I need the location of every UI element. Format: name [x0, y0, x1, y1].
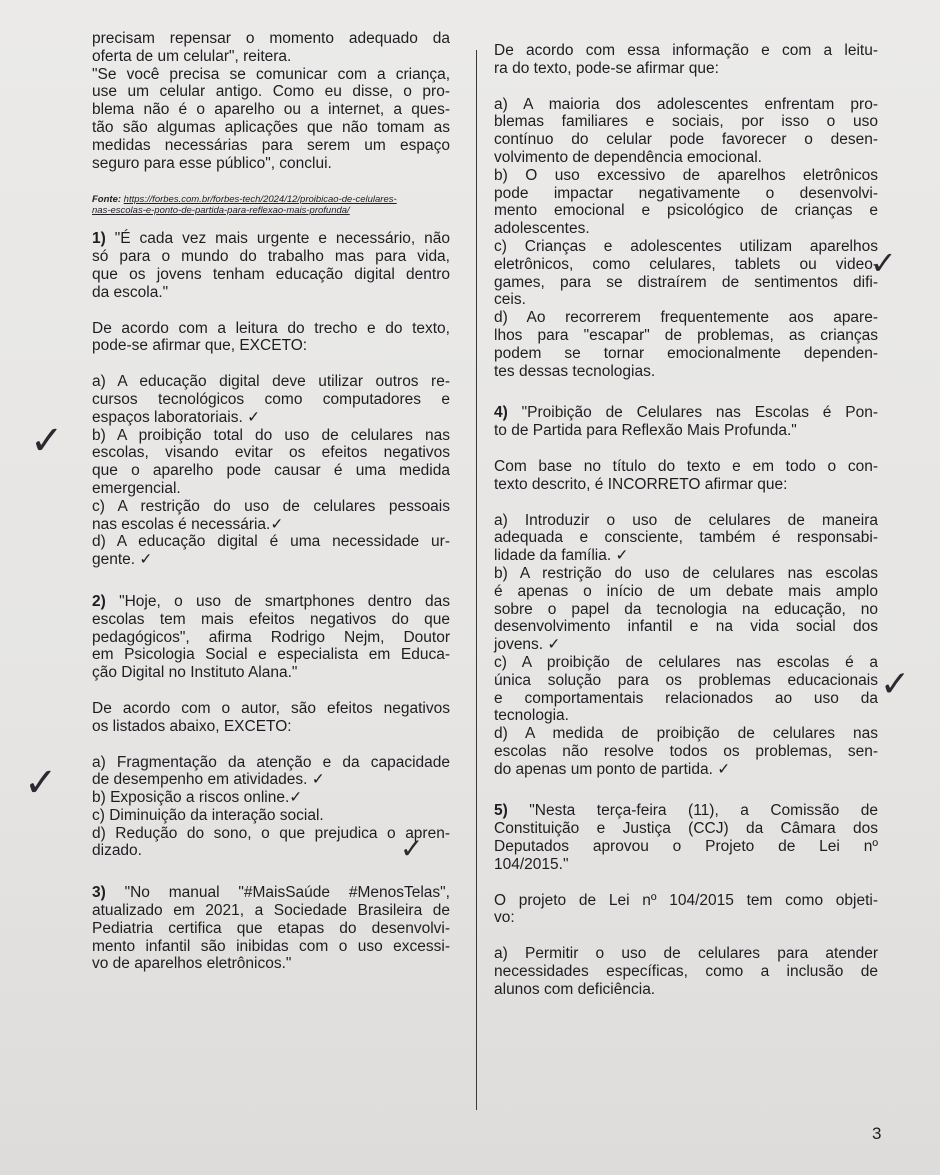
option-a[interactable] — [494, 512, 878, 565]
text-line: "Se você precisa se comunicar com a criança, — [92, 65, 450, 83]
option-text: d) A educação digital é uma necessidade ur- — [92, 533, 450, 551]
option-text: b) A restrição do uso de celulares nas escolas — [494, 564, 878, 582]
text-line: 104/2015." — [494, 855, 569, 873]
option-text: espaços laboratoriais. ✓ — [92, 408, 261, 426]
option-text: adequada e consciente, também é responsabi- — [494, 529, 878, 547]
text-line: pedagógicos", afirma Rodrigo Nejm, Doutor — [92, 628, 450, 646]
question-prompt: pode-se afirmar que, EXCETO: — [92, 337, 308, 355]
option-text: lidade da família. ✓ — [494, 547, 629, 565]
option-a[interactable] — [494, 945, 878, 998]
option-c[interactable] — [92, 498, 450, 534]
option-text: d) A medida de proibição de celulares nas — [494, 725, 878, 743]
option-text: alunos com deficiência. — [494, 980, 656, 998]
option-text: podem se tornar emocionalmente dependen- — [494, 344, 878, 362]
right-column — [494, 42, 878, 999]
column-divider — [476, 50, 477, 1110]
text-line: precisam repensar o momento adequado da — [92, 30, 450, 47]
question-text: "Nesta terça-feira (11), a Comissão de — [529, 802, 878, 820]
option-text: e comportamentais relacionados ao uso da — [494, 689, 878, 707]
question-4 — [494, 404, 878, 778]
option-text: eletrônicos, como celulares, tablets ou video- — [494, 255, 878, 273]
question-prompt: vo: — [494, 909, 515, 927]
option-d[interactable] — [494, 725, 878, 778]
question-prompt: ra do texto, pode-se afirmar que: — [494, 59, 719, 77]
option-b[interactable] — [494, 565, 878, 654]
question-2 — [92, 593, 450, 860]
option-text: lhos para "escapar" de problemas, as crianças — [494, 326, 878, 344]
option-text: escolas, visando evitar os efeitos negativos — [92, 444, 450, 462]
text-line: mento infantil são inibidas com o uso excessi- — [92, 937, 450, 955]
question-text: "Proibição de Celulares nas Escolas é Pon- — [521, 404, 878, 422]
source-label: Fonte: — [92, 194, 122, 206]
text-line: use um celular antigo. Como eu disse, o pro- — [92, 83, 450, 101]
option-text: única solução para os problemas educacionais — [494, 671, 878, 689]
text-line: da escola." — [92, 283, 169, 301]
option-text: cursos tecnológicos como computadores e — [92, 390, 450, 408]
option-text: a) Introduzir o uso de celulares de maneira — [494, 511, 878, 529]
option-text: a) Fragmentação da atenção e da capacidade — [92, 753, 450, 771]
option-text: ceis. — [494, 291, 526, 309]
option-text: sobre o papel da tecnologia na educação, no — [494, 600, 878, 618]
text-line: blema não é o aparelho ou a internet, a ques- — [92, 101, 450, 119]
question-number: 3) — [92, 884, 106, 902]
option-d[interactable] — [494, 309, 878, 380]
option-text: desenvolvimento infantil e na vida social dos — [494, 618, 878, 636]
text-line: escolas tem mais efeitos negativos do que — [92, 610, 450, 628]
text-line: em Psicologia Social e especialista em Educa- — [92, 646, 450, 664]
text-line: atualizado em 2021, a Sociedade Brasileira de — [92, 902, 450, 920]
question-text: "É cada vez mais urgente e necessário, não — [114, 230, 450, 248]
page-number: 3 — [872, 1124, 882, 1143]
question-number: 1) — [92, 230, 106, 248]
option-text: c) A proibição de celulares nas escolas é a — [494, 653, 878, 671]
option-text: de desempenho em atividades. ✓ — [92, 771, 325, 789]
option-text: a) Permitir o uso de celulares para atender — [494, 945, 878, 963]
question-3-continued — [494, 42, 878, 380]
option-a[interactable] — [92, 373, 450, 426]
source-citation — [92, 194, 450, 216]
text-line: ção Digital no Instituto Alana." — [92, 664, 298, 682]
text-line: Pediatria certifica que etapas do desenvolvi- — [92, 919, 450, 937]
question-5 — [494, 802, 878, 998]
option-text: tecnologia. — [494, 707, 569, 725]
option-text: que o aparelho pode causar é uma medida — [92, 462, 450, 480]
question-prompt: De acordo com essa informação e com a leitu- — [494, 42, 878, 59]
text-line: que os jovens tenham educação digital dentro — [92, 265, 450, 283]
question-prompt: De acordo com o autor, são efeitos negativos — [92, 699, 450, 717]
question-prompt: Com base no título do texto e em todo o con- — [494, 457, 878, 475]
text-line: seguro para esse público", conclui. — [92, 154, 332, 172]
option-text: c) Crianças e adolescentes utilizam aparelhos — [494, 237, 878, 255]
question-number: 5) — [494, 802, 508, 820]
option-text: necessidades específicas, como a inclusão de — [494, 963, 878, 981]
handwritten-check-icon: ✓ — [30, 418, 64, 464]
option-text: contínuo do celular pode favorecer o desen- — [494, 131, 878, 149]
option-d[interactable] — [92, 533, 450, 569]
intro-paragraph — [92, 30, 450, 172]
option-c[interactable] — [494, 238, 878, 309]
handwritten-check-icon: ✓ — [24, 760, 58, 806]
question-prompt: O projeto de Lei nº 104/2015 tem como objeti- — [494, 891, 878, 909]
text-line: Constituição e Justiça (CCJ) da Câmara dos — [494, 820, 878, 838]
question-text: "Hoje, o uso de smartphones dentro das — [119, 592, 451, 610]
source-url[interactable]: nas-escolas-e-ponto-de-partida-para-reflexao-mais-profunda/ — [92, 205, 350, 217]
question-prompt: os listados abaixo, EXCETO: — [92, 717, 292, 735]
option-text: volvimento de dependência emocional. — [494, 148, 762, 166]
option-b[interactable] — [92, 427, 450, 498]
option-text: c) Diminuição da interação social. — [92, 806, 324, 824]
option-b[interactable] — [92, 789, 450, 807]
option-text: do apenas um ponto de partida. ✓ — [494, 760, 731, 778]
option-text: é apenas o início de um debate mais amplo — [494, 582, 878, 600]
option-text: adolescentes. — [494, 220, 590, 238]
option-c[interactable] — [92, 807, 450, 825]
text-line: oferta de um celular", reitera. — [92, 47, 292, 65]
option-text: a) A maioria dos adolescentes enfrentam pro- — [494, 95, 878, 113]
question-prompt: De acordo com a leitura do trecho e do texto, — [92, 319, 450, 337]
handwritten-check-icon: ✓ — [400, 832, 424, 865]
option-d[interactable] — [92, 825, 450, 861]
option-text: pode impactar negativamente o desenvolvi- — [494, 184, 878, 202]
text-line: tão são algumas aplicações que não tomam as — [92, 118, 450, 136]
option-text: a) A educação digital deve utilizar outros re- — [92, 373, 450, 391]
option-text: gente. ✓ — [92, 551, 153, 569]
text-line: medidas necessárias para serem um espaço — [92, 136, 450, 154]
option-text: mento emocional e psicológico de crianças e — [494, 202, 878, 220]
option-b[interactable] — [494, 167, 878, 238]
option-c[interactable] — [494, 654, 878, 725]
option-text: d) Redução do sono, o que prejudica o apren- — [92, 824, 450, 842]
handwritten-check-icon: ✓ — [880, 664, 911, 705]
option-text: b) Exposição a riscos online.✓ — [92, 789, 303, 807]
option-text: d) Ao recorrerem frequentemente aos apare- — [494, 309, 878, 327]
text-line: só para o mundo do trabalho mas para vida, — [92, 248, 450, 266]
text-line: Deputados aprovou o Projeto de Lei nº — [494, 838, 878, 856]
option-text: tes dessas tecnologias. — [494, 362, 656, 380]
question-1 — [92, 230, 450, 569]
question-number: 4) — [494, 404, 508, 422]
option-a[interactable] — [92, 754, 450, 790]
option-text: dizado. — [92, 842, 142, 860]
option-text: jovens. ✓ — [494, 636, 561, 654]
question-3 — [92, 884, 450, 973]
handwritten-check-icon: ✓ — [870, 244, 897, 282]
option-text: b) A proibição total do uso de celulares nas — [92, 426, 450, 444]
option-text: blemas familiares e sociais, por isso o uso — [494, 113, 878, 131]
source-url[interactable]: https://forbes.com.br/forbes-tech/2024/12/proibicao-de-celulares- — [123, 194, 397, 206]
option-text: emergencial. — [92, 479, 181, 497]
question-text: "No manual "#MaisSaúde #MenosTelas", — [124, 884, 450, 902]
option-text: escolas não resolve todos os problemas, sen- — [494, 742, 878, 760]
option-text: games, para se distraírem de sentimentos difi- — [494, 273, 878, 291]
option-a[interactable] — [494, 96, 878, 167]
question-prompt: texto descrito, é INCORRETO afirmar que: — [494, 475, 788, 493]
option-text: c) A restrição do uso de celulares pessoais — [92, 497, 450, 515]
option-text: b) O uso excessivo de aparelhos eletrônicos — [494, 166, 878, 184]
question-number: 2) — [92, 592, 106, 610]
left-column — [92, 30, 450, 973]
text-line: to de Partida para Reflexão Mais Profunda." — [494, 422, 797, 440]
text-line: vo de aparelhos eletrônicos." — [92, 955, 292, 973]
option-text: nas escolas é necessária.✓ — [92, 515, 284, 533]
